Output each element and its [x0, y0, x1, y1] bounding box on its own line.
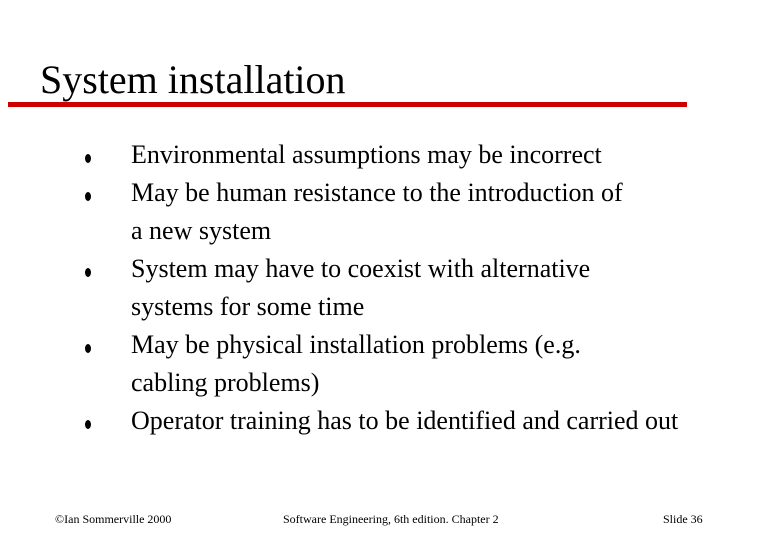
bullet-text — [131, 136, 751, 174]
bullet-text — [131, 402, 751, 440]
bullet-line: Environmental assumptions may be incorrect — [131, 140, 602, 169]
bullet-icon — [85, 192, 91, 201]
bullet-line: cabling problems) — [131, 368, 320, 397]
bullet-text — [131, 326, 751, 402]
bullet-icon — [85, 344, 91, 353]
bullet-line: System may have to coexist with alternative — [131, 254, 591, 283]
title-underline — [8, 102, 687, 107]
bullet-line: May be human resistance to the introduction of — [131, 178, 623, 207]
bullet-line: systems for some time — [131, 292, 365, 321]
bullet-line: a new system — [131, 216, 272, 245]
bullet-text — [131, 174, 751, 250]
bullet-line: Operator training has to be identified and carried out — [131, 406, 679, 435]
bullet-icon — [85, 420, 91, 429]
bullet-icon — [85, 268, 91, 277]
footer-book-title: Software Engineering, 6th edition. Chapter 2 — [283, 512, 499, 526]
slide-title: System installation — [40, 57, 346, 102]
bullet-line: May be physical installation problems (e.g. — [131, 330, 581, 359]
bullet-text — [131, 250, 751, 326]
bullet-icon — [85, 154, 91, 163]
footer-copyright: ©Ian Sommerville 2000 — [55, 512, 172, 526]
footer-slide-number: Slide 36 — [663, 512, 703, 526]
